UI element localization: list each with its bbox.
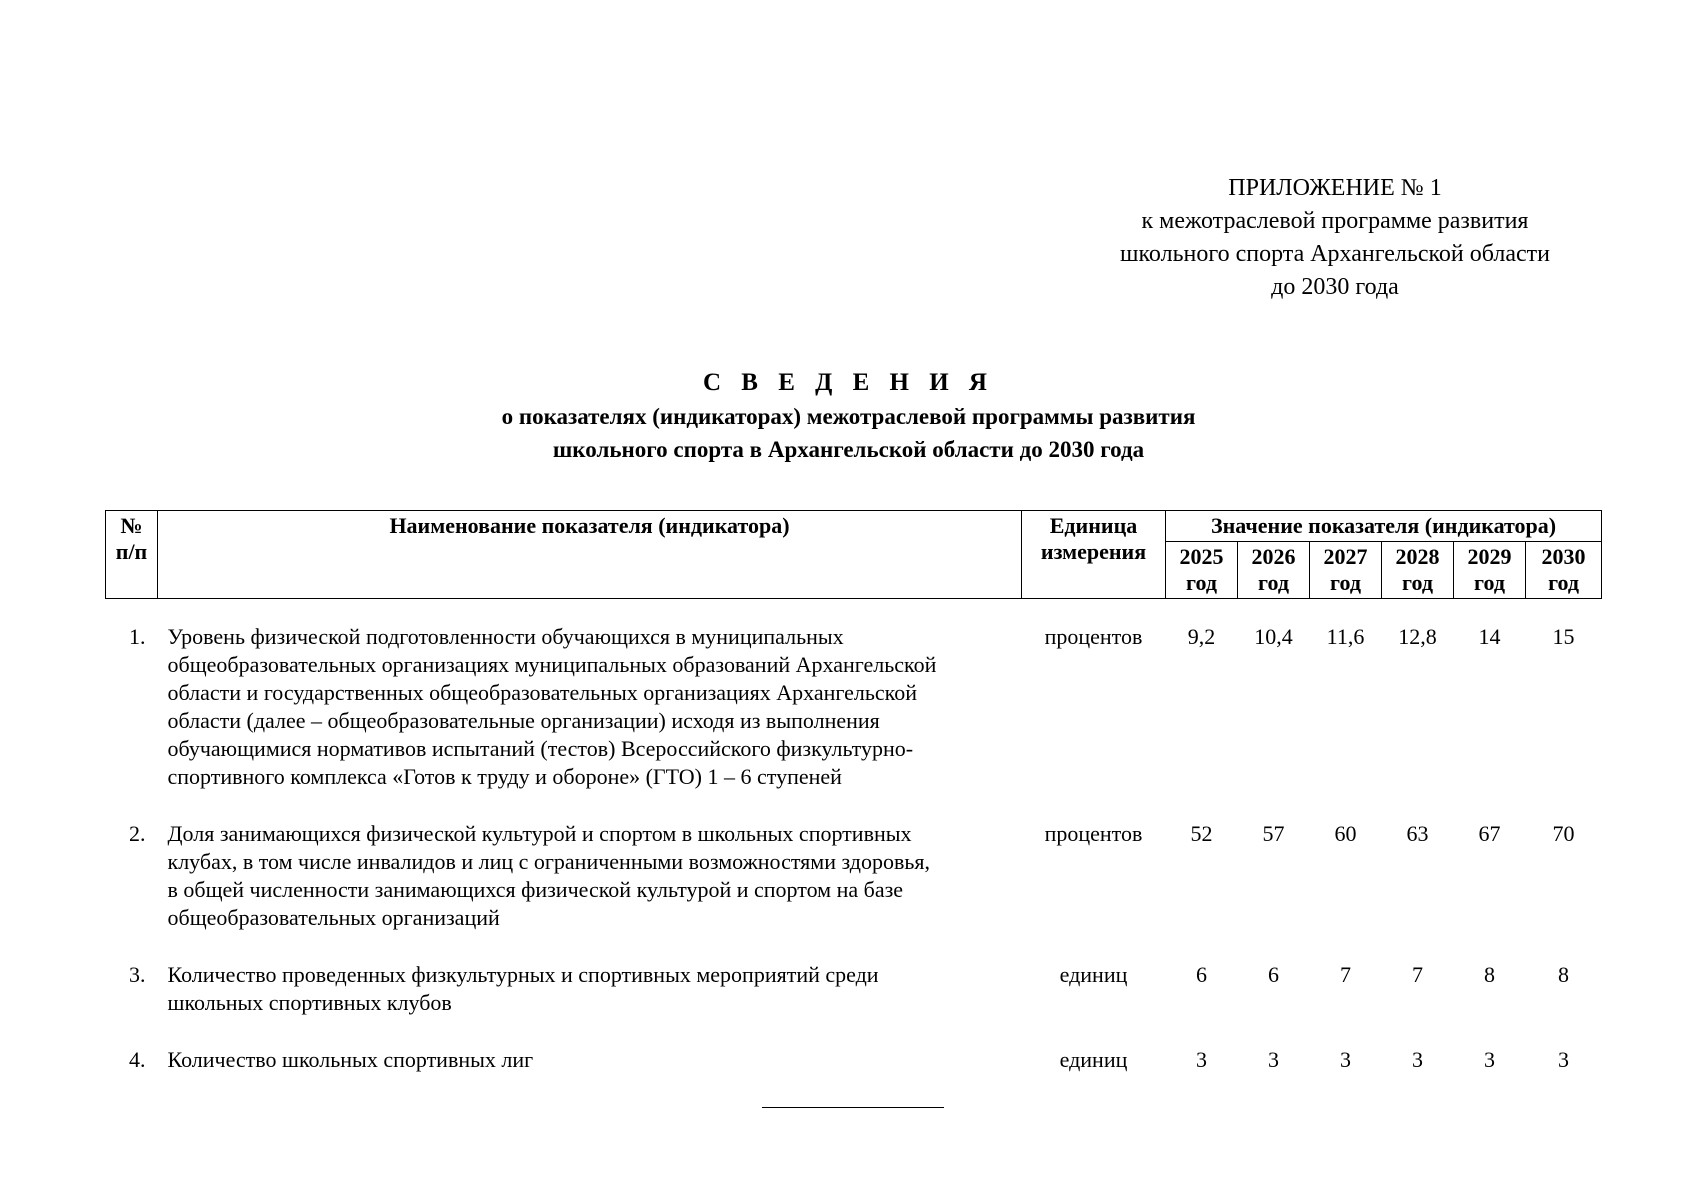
header-number-line: № — [120, 513, 143, 538]
row-value-2026: 3 — [1268, 1047, 1279, 1072]
appendix-title: ПРИЛОЖЕНИЕ № 1 — [1228, 175, 1442, 201]
row-value-2025: 3 — [1196, 1047, 1207, 1072]
appendix-block — [1075, 172, 1595, 304]
header-unit-line: Единица — [1049, 513, 1138, 538]
document-subtitle: школьного спорта в Архангельской области до 2030 года — [552, 437, 1145, 462]
row-indicator-name — [158, 623, 1022, 791]
row-spacer — [106, 599, 1602, 624]
table-body — [106, 599, 1602, 1075]
table-header — [106, 511, 1602, 599]
indicator-name-line: Количество школьных спортивных лиг — [167, 1047, 534, 1072]
header-year-2028 — [1382, 542, 1454, 599]
row-unit: единиц — [1059, 1047, 1128, 1072]
row-value-2025: 52 — [1190, 821, 1213, 846]
indicator-name-line: школьных спортивных клубов — [167, 990, 452, 1015]
row-unit: процентов — [1044, 624, 1143, 649]
indicator-name-line: области (далее – общеобразовательные организации) исходя из выполнения — [167, 708, 880, 733]
appendix-line: до 2030 года — [1271, 274, 1399, 300]
row-value-2028: 7 — [1412, 962, 1423, 987]
row-value-2026: 10,4 — [1254, 624, 1293, 649]
table-row — [106, 820, 1602, 932]
header-year-suffix: год — [1402, 570, 1433, 595]
header-year-suffix: год — [1186, 570, 1217, 595]
header-values-group: Значение показателя (индикатора) — [1166, 511, 1602, 542]
header-unit-line: измерения — [1040, 539, 1147, 564]
indicator-name-line: обучающимися нормативов испытаний (тестов) Всероссийского физкультурно- — [167, 736, 914, 761]
indicator-name-line: области и государственных общеобразовательных организациях Архангельской — [167, 680, 917, 705]
row-number: 2. — [129, 821, 146, 846]
header-year-suffix: год — [1474, 570, 1505, 595]
row-value-2030: 70 — [1552, 821, 1575, 846]
table-row — [106, 1046, 1602, 1074]
document-subtitle: о показателях (индикаторах) межотраслевой программы развития — [501, 404, 1196, 429]
row-value-2028: 3 — [1412, 1047, 1423, 1072]
indicator-name-line: в общей численности занимающихся физической культурой и спортом на базе — [167, 877, 904, 902]
footer-rule — [762, 1107, 944, 1108]
row-value-2026: 57 — [1262, 821, 1285, 846]
table-row — [106, 623, 1602, 791]
row-value-2029: 8 — [1484, 962, 1495, 987]
row-value-2025: 9,2 — [1187, 624, 1216, 649]
header-year-2029 — [1454, 542, 1526, 599]
header-year-value: 2027 — [1323, 544, 1368, 569]
indicator-name-line: спортивного комплекса «Готов к труду и обороне» (ГТО) 1 – 6 ступеней — [167, 764, 842, 789]
indicator-name-line: общеобразовательных организациях муниципальных образований Архангельской — [167, 652, 937, 677]
row-indicator-name — [158, 1046, 1022, 1074]
header-number — [106, 511, 158, 599]
row-spacer — [106, 1017, 1602, 1046]
header-year-value: 2029 — [1467, 544, 1512, 569]
row-value-2027: 60 — [1334, 821, 1357, 846]
row-unit: процентов — [1044, 821, 1143, 846]
appendix-line: к межотраслевой программе развития — [1141, 208, 1529, 234]
row-value-2027: 3 — [1340, 1047, 1351, 1072]
indicator-name-line: общеобразовательных организаций — [167, 905, 500, 930]
header-year-value: 2028 — [1395, 544, 1440, 569]
header-year-value: 2030 — [1541, 544, 1586, 569]
row-value-2030: 8 — [1558, 962, 1570, 987]
document-heading — [0, 366, 1697, 466]
row-number: 1. — [129, 624, 146, 649]
header-number-line: п/п — [115, 539, 148, 564]
indicators-table — [105, 510, 1602, 1074]
row-indicator-name — [158, 961, 1022, 1017]
header-unit — [1022, 511, 1166, 599]
header-year-2025 — [1166, 542, 1238, 599]
row-value-2029: 14 — [1478, 624, 1501, 649]
indicator-name-line: клубах, в том числе инвалидов и лиц с ограниченными возможностями здоровья, — [167, 849, 931, 874]
header-year-value: 2025 — [1179, 544, 1224, 569]
row-number: 4. — [129, 1047, 146, 1072]
row-spacer-cell — [106, 599, 1602, 624]
row-value-2026: 6 — [1268, 962, 1279, 987]
header-year-2026 — [1238, 542, 1310, 599]
row-value-2027: 7 — [1340, 962, 1351, 987]
row-value-2028: 12,8 — [1398, 624, 1437, 649]
header-year-suffix: год — [1548, 570, 1579, 595]
row-indicator-name — [158, 820, 1022, 932]
header-indicator-name: Наименование показателя (индикатора) — [158, 511, 1022, 599]
row-spacer — [106, 932, 1602, 961]
indicator-name-line: Количество проведенных физкультурных и спортивных мероприятий среди — [167, 962, 879, 987]
row-value-2029: 67 — [1478, 821, 1501, 846]
row-spacer-cell — [106, 791, 1602, 820]
table-row — [106, 961, 1602, 1017]
appendix-line: школьного спорта Архангельской области — [1119, 241, 1550, 267]
row-value-2030: 15 — [1552, 624, 1575, 649]
row-value-2028: 63 — [1406, 821, 1429, 846]
indicator-name-line: Доля занимающихся физической культурой и спортом в школьных спортивных — [167, 821, 912, 846]
header-year-2030 — [1526, 542, 1602, 599]
indicator-name-line: Уровень физической подготовленности обучающихся в муниципальных — [167, 624, 844, 649]
document-title: С В Е Д Е Н И Я — [703, 369, 994, 396]
header-year-2027 — [1310, 542, 1382, 599]
row-value-2029: 3 — [1484, 1047, 1495, 1072]
header-year-suffix: год — [1258, 570, 1289, 595]
row-spacer-cell — [106, 932, 1602, 961]
row-value-2030: 3 — [1558, 1047, 1570, 1072]
header-year-suffix: год — [1330, 570, 1361, 595]
row-unit: единиц — [1059, 962, 1128, 987]
row-spacer-cell — [106, 1017, 1602, 1046]
row-value-2027: 11,6 — [1326, 624, 1365, 649]
row-number: 3. — [129, 962, 146, 987]
row-value-2025: 6 — [1196, 962, 1207, 987]
row-spacer — [106, 791, 1602, 820]
header-year-value: 2026 — [1251, 544, 1296, 569]
